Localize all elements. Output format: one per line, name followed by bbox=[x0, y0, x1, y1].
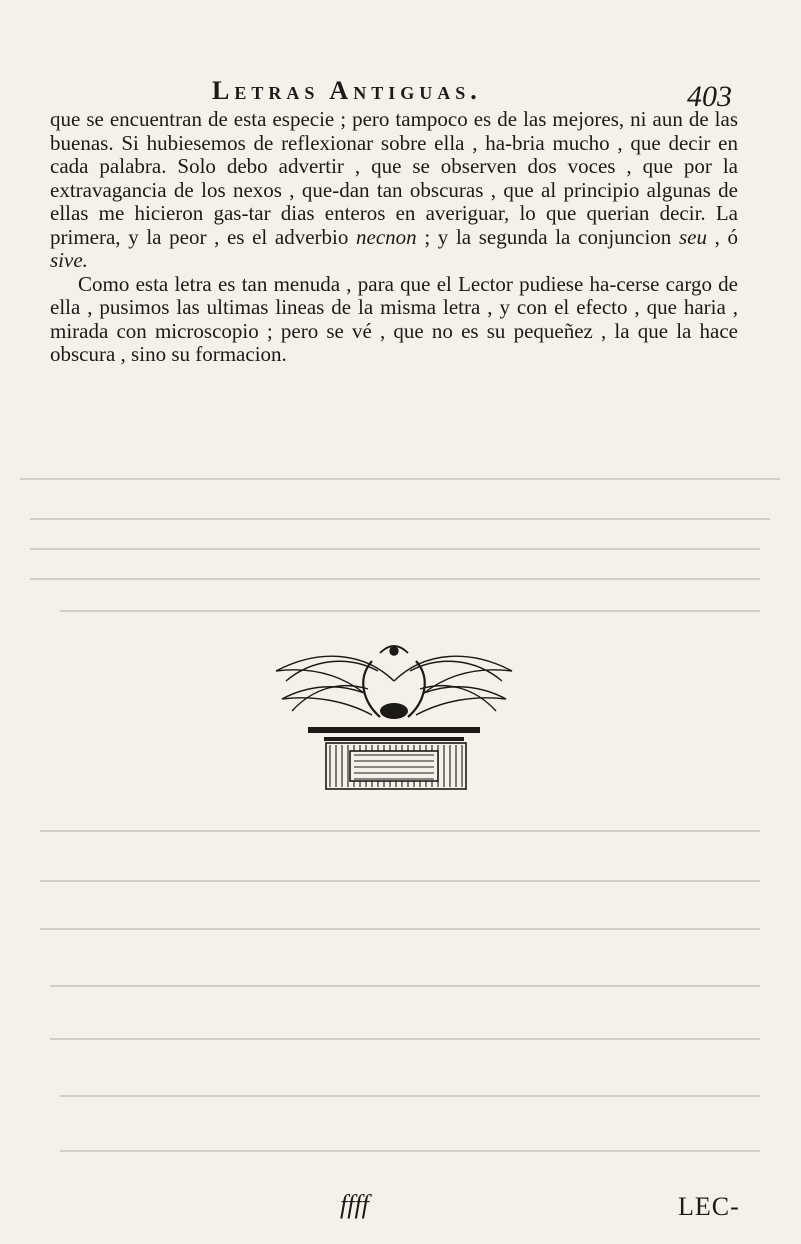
lyre-ornament-icon bbox=[268, 641, 520, 791]
paragraph-text: , ó bbox=[706, 224, 739, 249]
running-head-title: Letras Antiguas. bbox=[212, 76, 482, 105]
body-text bbox=[50, 108, 738, 367]
paragraph-text: ; y la segunda la conjuncion bbox=[416, 224, 679, 249]
signature-mark: ffff bbox=[340, 1190, 369, 1219]
page-footer bbox=[0, 1190, 801, 1230]
paragraph-text: que se encuentran de esta especie ; pero tampoco es de las mejores, ni aun de las buenas. Si hubiesemos de reflexionar sobre ella , ha-bria mucho , que decir en cada palabra. Solo debo advertir , que se observen dos voces , que por la extravagancia de los nexos , que-dan tan obscuras , que al principio algunas de ellas me hicieron gas-tar dias enteros en averiguar, lo que querian decir. La primera, y la peor , es el adverbio bbox=[50, 107, 738, 249]
italic-word: seu bbox=[678, 224, 707, 249]
paragraph bbox=[50, 108, 738, 273]
italic-word: sive. bbox=[50, 248, 88, 272]
paragraph: Como esta letra es tan menuda , para que el Lector pudiese ha-cerse cargo de ella , pusimos las ultimas lineas de la misma letra , y con el efecto , que haria , mirada con microscopio ; pero se vé , que no es su pequeñez , la que la hace obscura , sino su formacion. bbox=[50, 271, 738, 366]
page-number: 403 bbox=[687, 80, 732, 113]
italic-word: necnon bbox=[356, 224, 417, 249]
catchword: LEC- bbox=[678, 1192, 740, 1221]
